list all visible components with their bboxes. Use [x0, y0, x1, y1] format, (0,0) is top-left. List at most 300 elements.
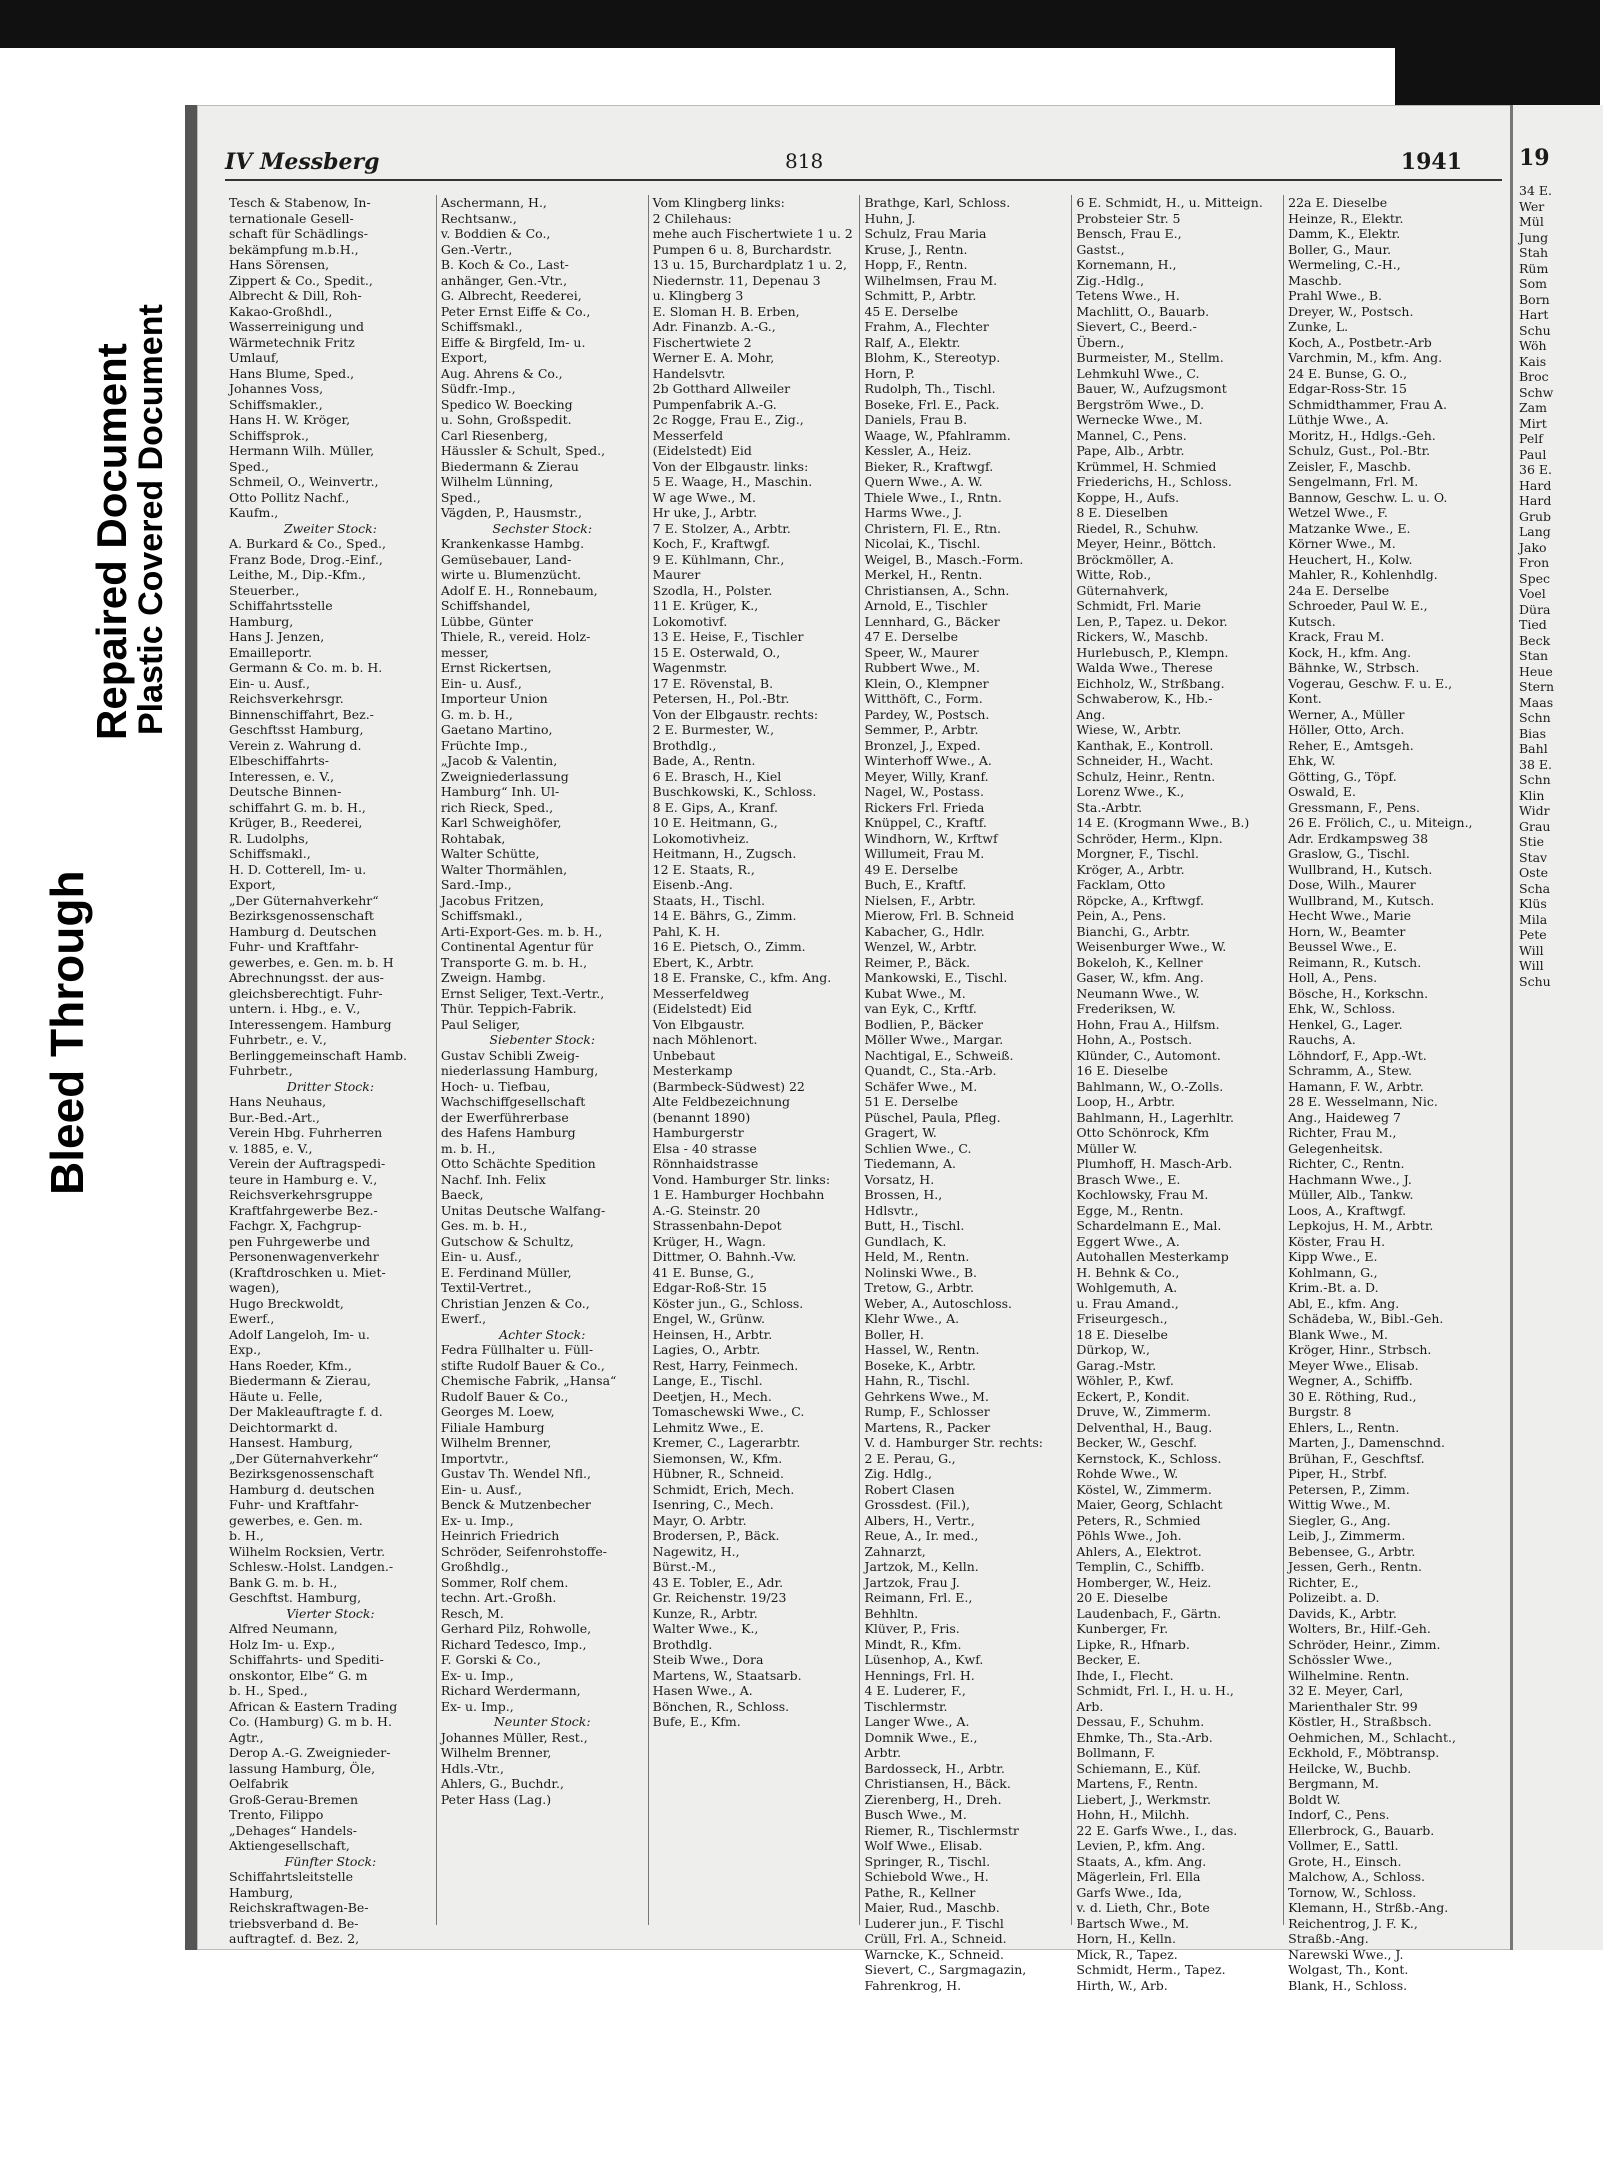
- directory-entry: Krack, Frau M.: [1288, 629, 1385, 644]
- directory-entry: Reimann, R., Kutsch.: [1288, 954, 1422, 970]
- next-page-entry: Fron: [1519, 555, 1550, 570]
- directory-entry: Robert Clasen: [864, 1481, 955, 1497]
- directory-entry: Siemonsen, W., Kfm.: [652, 1450, 783, 1466]
- directory-entry: Fedra Füllhalter u. Füll-: [440, 1342, 594, 1357]
- next-page-entry: Pete: [1519, 927, 1547, 942]
- directory-entry: Klein, O., Klempner: [864, 675, 989, 691]
- directory-entry: Schiebold Wwe., H.: [864, 1869, 989, 1884]
- directory-entry: Götting, G., Töpf.: [1288, 768, 1397, 784]
- directory-entry: Lokomotivf.: [652, 613, 728, 629]
- directory-entry: Strassenbahn-Depot: [652, 1218, 782, 1233]
- next-page-entry: Stah: [1519, 245, 1549, 260]
- directory-entry: Kunze, R., Arbtr.: [652, 1605, 758, 1621]
- directory-entry: Siebenter Stock:: [489, 1032, 596, 1047]
- directory-entry: Gehrkens Wwe., M.: [864, 1388, 989, 1404]
- directory-entry: Interessen, e. V.,: [229, 768, 335, 784]
- directory-entry: Zweiter Stock:: [283, 520, 377, 536]
- directory-entry: Hurlebusch, P., Klempn.: [1076, 644, 1229, 660]
- directory-entry: Pumpen 6 u. 8, Burchardstr.: [652, 241, 832, 257]
- directory-entry: Wullbrand, M., Kutsch.: [1288, 892, 1435, 908]
- directory-entry: Martens, W., Staatsarb.: [652, 1667, 802, 1683]
- directory-entry: Rechtsanw.,: [440, 210, 517, 226]
- directory-entry: Nicolai, K., Tischl.: [864, 536, 981, 551]
- directory-entry: Schmidt, Frl. I., H. u. H.,: [1076, 1683, 1234, 1698]
- directory-entry: Ehmke, Th., Sta.-Arb.: [1076, 1729, 1213, 1745]
- directory-entry: Importvtr.,: [440, 1450, 509, 1466]
- directory-entry: Kont.: [1288, 691, 1322, 706]
- directory-entry: Bähnke, W., Strbsch.: [1288, 660, 1420, 675]
- directory-entry: Leib, J., Zimmerm.: [1288, 1528, 1406, 1543]
- directory-entry: Jessen, Gerh., Rentn.: [1288, 1559, 1423, 1574]
- directory-entry: 12 E. Staats, R.,: [652, 861, 755, 877]
- directory-entry: Prahl Wwe., B.: [1288, 288, 1383, 303]
- directory-entry: Kremer, C., Lagerarbtr.: [652, 1435, 801, 1450]
- directory-entry: Köster, Frau H.: [1288, 1233, 1386, 1249]
- directory-entry: Zweigniederlassung: [440, 768, 569, 784]
- directory-entry: Verein Hbg. Fuhrherren: [229, 1125, 383, 1140]
- directory-entry: F. Gorski & Co.,: [440, 1652, 541, 1667]
- plastic-covered-label: Plastic Covered Document: [132, 304, 170, 735]
- next-page-entry: Maas: [1519, 694, 1554, 710]
- directory-entry: Templin, C., Schiffb.: [1076, 1559, 1205, 1574]
- directory-entry: Bank G. m. b. H.,: [229, 1574, 338, 1590]
- directory-entry: 4 E. Luderer, F.,: [864, 1683, 966, 1698]
- directory-entry: Horn, W., Beamter: [1288, 923, 1406, 939]
- directory-entry: Friseurgesch.,: [1076, 1311, 1168, 1326]
- directory-entry: Mindt, R., Kfm.: [864, 1636, 962, 1652]
- directory-entry: Daniels, Frau B.: [864, 412, 968, 427]
- page-header: [225, 145, 1502, 181]
- directory-entry: Handelsvtr.: [652, 365, 726, 381]
- directory-entry: Walter Thormählen,: [440, 861, 568, 877]
- directory-entry: Morgner, F., Tischl.: [1076, 846, 1200, 861]
- directory-entry: Wittig Wwe., M.: [1288, 1497, 1391, 1512]
- directory-entry: Bahlmann, W., O.-Zolls.: [1076, 1078, 1224, 1094]
- directory-entry: Bergström Wwe., D.: [1076, 396, 1205, 412]
- directory-entry: Ralf, A., Elektr.: [864, 334, 961, 350]
- directory-entry: Luderer jun., F. Tischl: [864, 1915, 1004, 1931]
- directory-entry: Schössler Wwe.,: [1288, 1652, 1393, 1667]
- directory-entry: Schlien Wwe., C.: [864, 1140, 972, 1156]
- directory-entry: Derop A.-G. Zweignieder-: [229, 1745, 391, 1760]
- directory-entry: Langer Wwe., A.: [864, 1714, 970, 1729]
- directory-entry: Weisenburger Wwe., W.: [1076, 939, 1227, 954]
- directory-entry: Georges M. Loew,: [440, 1404, 555, 1419]
- next-page-entry: Heue: [1519, 663, 1553, 679]
- directory-entry: Richter, E.,: [1288, 1574, 1359, 1590]
- directory-entry: Mierow, Frl. B. Schneid: [864, 908, 1015, 923]
- directory-entry: Hachmann Wwe., J.: [1288, 1171, 1412, 1187]
- directory-entry: Hohn, A., Postsch.: [1076, 1032, 1193, 1047]
- directory-entry: u. Sohn, Großspedit.: [440, 412, 572, 427]
- directory-entry: E. Ferdinand Müller,: [440, 1264, 572, 1280]
- next-page-entry: Born: [1519, 291, 1550, 307]
- directory-entry: Brasch Wwe., E.: [1076, 1171, 1181, 1187]
- directory-entry: Windhorn, W., Krftwf: [864, 830, 998, 846]
- directory-entry: 24 E. Bunse, G. O.,: [1288, 365, 1408, 381]
- directory-entry: Wilhelmine. Rentn.: [1288, 1667, 1410, 1683]
- directory-entry: Schmidt, Frl. Marie: [1076, 598, 1201, 613]
- directory-entry: Martens, F., Rentn.: [1076, 1776, 1198, 1791]
- directory-entry: Facklam, Otto: [1076, 877, 1166, 892]
- directory-entry: Ex- u. Imp.,: [440, 1667, 514, 1683]
- directory-entry: Häute u. Felle,: [229, 1388, 323, 1404]
- directory-entry: Mägerlein, Frl. Ella: [1076, 1869, 1201, 1884]
- directory-entry: Schiffsmakl.,: [229, 846, 311, 861]
- directory-entry: Bokeloh, K., Kellner: [1076, 954, 1203, 970]
- directory-entry: Schmidt, Herm., Tapez.: [1076, 1962, 1226, 1977]
- directory-entry: Südfr.-Imp.,: [440, 381, 516, 396]
- directory-entry: Interessengem. Hamburg: [229, 1016, 392, 1032]
- directory-entry: Schmeil, O., Weinvertr.,: [229, 474, 379, 489]
- directory-entry: Export,: [440, 350, 488, 365]
- directory-entry: Schröder, Seifenrohstoffe-: [440, 1543, 607, 1559]
- directory-entry: Kutsch.: [1288, 613, 1336, 629]
- directory-entry: (Eidelstedt) Eid: [652, 1001, 752, 1016]
- directory-entry: Otto Schönrock, Kfm: [1076, 1125, 1210, 1140]
- directory-entry: Wegner, A., Schiffb.: [1288, 1373, 1413, 1388]
- directory-entry: Pahl, K. H.: [652, 923, 721, 939]
- directory-entry: Garag.-Mstr.: [1076, 1357, 1157, 1373]
- directory-entry: Aktiengesellschaft,: [229, 1838, 350, 1853]
- directory-entry: Rump, F., Schlosser: [864, 1404, 990, 1419]
- directory-entry: Otto Pollitz Nachf.,: [229, 489, 350, 505]
- next-page-entry: Widr: [1519, 803, 1550, 818]
- directory-entry: 6 E. Brasch, H., Kiel: [652, 768, 782, 784]
- directory-entry: Fuhr- und Kraftfahr-: [229, 1497, 359, 1512]
- next-page-entry: Kais: [1519, 353, 1547, 369]
- directory-entry: Wilhelm Lünning,: [440, 474, 554, 489]
- directory-entry: Hirth, W., Arb.: [1076, 1977, 1168, 1993]
- directory-entry: Schmidthammer, Frau A.: [1288, 396, 1447, 412]
- directory-entry: Häussler & Schult, Sped.,: [440, 443, 606, 458]
- directory-entry: Bade, A., Rentn.: [652, 753, 756, 768]
- directory-entry: Eisenb.-Ang.: [652, 877, 733, 892]
- directory-entry: Eichholz, W., Strßbang.: [1076, 675, 1225, 691]
- directory-entry: Brossen, H.,: [864, 1187, 943, 1202]
- directory-entry: Trento, Filippo: [229, 1807, 324, 1822]
- directory-entry: 18 E. Franske, C., kfm. Ang.: [652, 970, 832, 985]
- directory-entry: Mick, R., Tapez.: [1076, 1946, 1178, 1962]
- directory-entry: 5 E. Waage, H., Maschin.: [652, 474, 813, 489]
- directory-entry: 24a E. Derselbe: [1288, 582, 1390, 598]
- directory-entry: Nachtigal, E., Schweiß.: [864, 1047, 1014, 1063]
- column-3: [649, 195, 861, 1925]
- directory-entry: m. b. H.,: [440, 1140, 496, 1156]
- directory-entry: Blank Wwe., M.: [1288, 1326, 1389, 1342]
- directory-entry: Hermann Wilh. Müller,: [229, 443, 375, 458]
- directory-entry: Gaetano Martino,: [440, 722, 553, 737]
- next-page-entry: Stie: [1519, 834, 1544, 849]
- page-number: 818: [785, 149, 824, 173]
- directory-entry: Druve, W., Zimmerm.: [1076, 1404, 1211, 1419]
- directory-entry: Nolinski Wwe., B.: [864, 1264, 977, 1280]
- directory-entry: Johannes Müller, Rest.,: [440, 1729, 588, 1745]
- directory-entry: Knüppel, C., Kraftf.: [864, 815, 987, 830]
- directory-entry: Kruse, J., Rentn.: [864, 241, 968, 257]
- directory-entry: Deetjen, H., Mech.: [652, 1388, 772, 1404]
- directory-entry: 15 E. Osterwald, O.,: [652, 644, 781, 660]
- directory-entry: Huhn, J.: [864, 210, 916, 226]
- directory-entry: Rohde Wwe., W.: [1076, 1466, 1179, 1481]
- directory-entry: Güternahverk,: [1076, 582, 1169, 598]
- directory-entry: Abrechnungsst. der aus-: [229, 970, 384, 985]
- directory-entry: Pape, Alb., Arbtr.: [1076, 443, 1185, 458]
- directory-entry: Reichentrog, J. F. K.,: [1288, 1915, 1418, 1931]
- directory-entry: Witte, Rob.,: [1076, 567, 1152, 582]
- directory-entry: Henkel, G., Lager.: [1288, 1016, 1403, 1032]
- directory-entry: Edgar-Ross-Str. 15: [1288, 381, 1407, 396]
- directory-entry: Co. (Hamburg) G. m b. H.: [229, 1714, 392, 1729]
- next-page-entry: Wöh: [1519, 338, 1547, 353]
- directory-entry: 14 E. Bährs, G., Zimm.: [652, 908, 797, 923]
- directory-entry: Hdls.-Vtr.,: [440, 1760, 505, 1776]
- directory-entry: onskontor, Elbe“ G. m: [229, 1667, 368, 1683]
- directory-entry: 2 Chilehaus:: [652, 210, 732, 226]
- directory-entry: Wohlgemuth, A.: [1076, 1280, 1178, 1295]
- directory-entry: Meyer Wwe., Elisab.: [1288, 1357, 1419, 1373]
- directory-entry: Kochlowsky, Frau M.: [1076, 1187, 1209, 1202]
- next-page-entry: Voel: [1519, 586, 1546, 601]
- directory-entry: Sped.,: [229, 458, 269, 474]
- directory-entry: Resch, M.: [440, 1605, 504, 1621]
- directory-entry: Vogerau, Geschw. F. u. E.,: [1288, 675, 1453, 691]
- directory-entry: 18 E. Dieselbe: [1076, 1326, 1168, 1342]
- directory-entry: Beussel Wwe., E.: [1288, 939, 1397, 954]
- directory-entry: Gustav Schibli Zweig-: [440, 1047, 580, 1063]
- directory-entry: Springer, R., Tischl.: [864, 1853, 991, 1869]
- directory-entry: pen Fuhrgewerbe und: [229, 1233, 371, 1249]
- directory-entry: messer,: [440, 644, 489, 660]
- directory-entry: Wilhelm Brenner,: [440, 1745, 552, 1760]
- directory-entry: Schröder, Heinr., Zimm.: [1288, 1636, 1441, 1652]
- directory-entry: Riedel, R., Schuhw.: [1076, 520, 1199, 536]
- directory-entry: 30 E. Röthing, Rud.,: [1288, 1388, 1417, 1404]
- directory-entry: Dose, Wilh., Maurer: [1288, 877, 1416, 892]
- directory-entry: Messerfeld: [652, 427, 724, 443]
- directory-entry: Vägden, P., Hausmstr.,: [440, 505, 583, 520]
- directory-entry: Petersen, P., Zimm.: [1288, 1481, 1410, 1497]
- directory-entry: Gutschow & Schultz,: [440, 1233, 574, 1249]
- directory-entry: Früchte Imp.,: [440, 737, 528, 753]
- next-page-entry: Tied: [1519, 617, 1547, 632]
- next-page-entry: Spec: [1519, 570, 1550, 586]
- directory-entry: Tesch & Stabenow, In-: [229, 195, 371, 210]
- directory-entry: Rickers, W., Maschb.: [1076, 629, 1209, 644]
- directory-entry: Otto Schächte Spedition: [440, 1156, 596, 1171]
- directory-entry: Burgstr. 8: [1288, 1404, 1352, 1419]
- directory-entry: gleichsberechtigt. Fuhr-: [229, 985, 383, 1001]
- directory-entry: Harms Wwe., J.: [864, 505, 962, 520]
- directory-entry: Mayr, O. Arbtr.: [652, 1512, 747, 1528]
- directory-entry: Semmer, P., Arbtr.: [864, 722, 979, 737]
- directory-entry: Schiffahrts- und Spediti-: [229, 1652, 384, 1667]
- directory-entry: Piper, H., Strbf.: [1288, 1466, 1388, 1481]
- directory-entry: Kanthak, E., Kontroll.: [1076, 737, 1214, 753]
- directory-entry: Grossdest. (Fil.),: [864, 1497, 970, 1512]
- directory-entry: Schiffahrtsleitstelle: [229, 1869, 354, 1884]
- next-page-entry: Grub: [1519, 508, 1552, 524]
- directory-entry: Zeisler, F., Maschb.: [1288, 458, 1411, 474]
- directory-entry: Blank, H., Schloss.: [1288, 1977, 1408, 1993]
- directory-entry: Bröckmöller, A.: [1076, 551, 1174, 567]
- directory-entry: Müller W.: [1076, 1140, 1138, 1156]
- directory-entry: Emailleportr.: [229, 644, 312, 660]
- directory-entry: Jacobus Fritzen,: [440, 892, 544, 908]
- directory-entry: Hansest. Hamburg,: [229, 1435, 353, 1450]
- directory-entry: Winterhoff Wwe., A.: [864, 753, 992, 768]
- next-page-entry: Schw: [1519, 384, 1554, 400]
- directory-entry: Geschftst. Hamburg,: [229, 1590, 362, 1605]
- directory-entry: Lehmitz Wwe., E.: [652, 1419, 764, 1435]
- directory-entry: Brathge, Karl, Schloss.: [864, 195, 1011, 210]
- directory-entry: Krüger, H., Wagn.: [652, 1233, 767, 1249]
- directory-entry: Hamburg,: [229, 1884, 294, 1900]
- directory-entry: Engel, W., Grünw.: [652, 1311, 766, 1326]
- directory-entry: Schardelmann E., Mal.: [1076, 1218, 1222, 1233]
- directory-entry: Lagies, O., Arbtr.: [652, 1342, 761, 1357]
- directory-entry: 10 E. Heitmann, G.,: [652, 815, 778, 830]
- directory-entry: Grote, H., Einsch.: [1288, 1853, 1402, 1869]
- directory-entry: Hans Sörensen,: [229, 257, 330, 272]
- directory-entry: Weber, A., Autoschloss.: [864, 1295, 1013, 1311]
- directory-entry: Krankenkasse Hambg.: [440, 536, 585, 551]
- directory-entry: Zweign. Hambg.: [440, 970, 546, 985]
- directory-entry: v. 1885, e. V.,: [229, 1140, 313, 1156]
- directory-entry: Martens, R., Packer: [864, 1419, 991, 1435]
- directory-entry: Achter Stock:: [499, 1326, 586, 1342]
- next-page-lines: [1513, 183, 1603, 989]
- directory-entry: Arbtr.: [864, 1745, 902, 1760]
- directory-entry: Schlesw.-Holst. Landgen.-: [229, 1559, 394, 1574]
- directory-entry: Isenring, C., Mech.: [652, 1497, 774, 1512]
- directory-entry: Brodersen, P., Bäck.: [652, 1528, 780, 1543]
- directory-entry: schiffahrt G. m. b. H.,: [229, 799, 366, 815]
- directory-entry: Kröger, A., Arbtr.: [1076, 861, 1185, 877]
- directory-entry: Holl, A., Pens.: [1288, 970, 1378, 985]
- next-page-entry: Jung: [1519, 229, 1549, 245]
- directory-entry: African & Eastern Trading: [229, 1698, 398, 1714]
- directory-entry: Wiese, W., Arbtr.: [1076, 722, 1182, 737]
- directory-entry: Rest, Harry, Feinmech.: [652, 1357, 799, 1373]
- directory-entry: Wolgast, Th., Kont.: [1288, 1962, 1409, 1977]
- directory-entry: Matzanke Wwe., E.: [1288, 520, 1411, 536]
- directory-entry: 1 E. Hamburger Hochbahn: [652, 1187, 825, 1202]
- directory-entry: Davids, K., Arbtr.: [1288, 1605, 1397, 1621]
- directory-entry: Schiffsmakl.,: [440, 319, 523, 334]
- directory-entry: lassung Hamburg, Öle,: [229, 1760, 376, 1776]
- directory-entry: Heitmann, H., Zugsch.: [652, 846, 797, 861]
- directory-entry: Schiffsprok.,: [229, 427, 309, 443]
- next-page-entry: Mül: [1519, 214, 1544, 229]
- directory-entry: Probsteier Str. 5: [1076, 210, 1181, 226]
- directory-entry: Alte Feldbezeichnung: [652, 1094, 791, 1109]
- directory-entry: des Hafens Hamburg: [440, 1125, 576, 1140]
- directory-entry: Schroeder, Paul W. E.,: [1288, 598, 1428, 613]
- directory-entry: Verein der Auftragspedi-: [229, 1156, 386, 1171]
- directory-entry: 2 E. Perau, G.,: [864, 1450, 956, 1466]
- next-page-entry: Mirt: [1519, 415, 1547, 431]
- directory-entry: Tomaschewski Wwe., C.: [652, 1404, 805, 1419]
- directory-entry: Delventhal, H., Baug.: [1076, 1419, 1213, 1435]
- directory-entry: Bieker, R., Kraftwgf.: [864, 458, 994, 474]
- directory-entry: Ahlers, A., Elektrot.: [1076, 1543, 1202, 1559]
- directory-entry: Kubat Wwe., M.: [864, 985, 966, 1001]
- directory-entry: Von der Elbgaustr. rechts:: [652, 706, 819, 722]
- next-page-edge: [1510, 105, 1603, 1950]
- directory-entry: Groß-Gerau-Bremen: [229, 1791, 359, 1807]
- directory-entry: Bürst.-M.,: [652, 1559, 717, 1574]
- directory-entry: Becker, W., Geschf.: [1076, 1435, 1198, 1450]
- directory-entry: v. d. Lieth, Chr., Bote: [1076, 1900, 1210, 1915]
- directory-entry: Tetens Wwe., H.: [1076, 288, 1180, 303]
- directory-entry: der Ewerführerbase: [440, 1109, 569, 1125]
- directory-entry: Pöhls Wwe., Joh.: [1076, 1528, 1182, 1543]
- directory-entry: 22a E. Dieselbe: [1288, 195, 1388, 210]
- directory-entry: 16 E. Pietsch, O., Zimm.: [652, 939, 806, 954]
- directory-entry: Butt, H., Tischl.: [864, 1218, 965, 1233]
- next-page-entry: Klin: [1519, 787, 1545, 803]
- directory-entry: Schiffahrtsstelle: [229, 598, 333, 613]
- directory-entry: Fuhrbetr.,: [229, 1063, 293, 1078]
- directory-entry: Fuhrbetr., e. V.,: [229, 1032, 327, 1047]
- directory-entry: Reichskraftwagen-Be-: [229, 1900, 369, 1915]
- directory-entry: Klemann, H., Strßb.-Ang.: [1288, 1900, 1449, 1915]
- directory-entry: Pein, A., Pens.: [1076, 908, 1167, 923]
- directory-entry: 16 E. Dieselbe: [1076, 1063, 1168, 1078]
- directory-entry: teure in Hamburg e. V.,: [229, 1171, 378, 1187]
- directory-entry: Rubbert Wwe., M.: [864, 660, 980, 675]
- directory-entry: Holz Im- u. Exp.,: [229, 1636, 336, 1652]
- directory-entry: schaft für Schädlings-: [229, 226, 368, 241]
- directory-entry: Rudolph, Th., Tischl.: [864, 381, 996, 396]
- directory-entry: Gerhard Pilz, Rohwolle,: [440, 1621, 592, 1636]
- directory-entry: Heinrich Friedrich: [440, 1528, 560, 1543]
- directory-entry: Bufe, E., Kfm.: [652, 1714, 741, 1729]
- directory-entry: techn. Art.-Großh.: [440, 1590, 557, 1605]
- directory-entry: Warncke, K., Schneid.: [864, 1946, 1004, 1962]
- directory-entry: Schmitt, P., Arbtr.: [864, 288, 977, 303]
- directory-entry: Wullbrand, H., Kutsch.: [1288, 861, 1433, 877]
- next-page-entry: Jako: [1519, 539, 1547, 555]
- directory-entry: triebsverband d. Be-: [229, 1915, 359, 1931]
- directory-entry: Textil-Vertret.,: [440, 1280, 532, 1295]
- directory-entry: Übern.,: [1076, 334, 1125, 350]
- directory-entry: 49 E. Derselbe: [864, 861, 959, 877]
- directory-entry: Kröger, Hinr., Strbsch.: [1288, 1342, 1432, 1357]
- directory-entry: Der Makleauftragte f. d.: [229, 1404, 383, 1419]
- directory-entry: Walda Wwe., Therese: [1076, 660, 1213, 675]
- directory-entry: Walter Wwe., K.,: [652, 1621, 759, 1636]
- directory-entry: Werner, A., Müller: [1288, 706, 1405, 722]
- directory-entry: Ehk, W.: [1288, 753, 1336, 768]
- directory-entry: Schulz, Frau Maria: [864, 226, 987, 241]
- scanner-top-bar: [0, 0, 1600, 48]
- directory-entry: Franz Bode, Drog.-Einf.,: [229, 551, 383, 567]
- directory-entry: Abl, E., kfm. Ang.: [1288, 1295, 1400, 1311]
- directory-entry: Bauer, W., Aufzugsmont: [1076, 381, 1227, 396]
- directory-entry: Brothdlg.: [652, 1636, 713, 1652]
- directory-entry: Reimann, Frl. E.,: [864, 1590, 973, 1605]
- directory-entry: Jartzok, Frau J.: [864, 1574, 960, 1590]
- directory-entry: Sommer, Rolf chem.: [440, 1574, 569, 1590]
- directory-entry: Vollmer, E., Sattl.: [1288, 1838, 1399, 1853]
- directory-entry: Meyer, Heinr., Böttch.: [1076, 536, 1217, 551]
- directory-entry: Vierter Stock:: [286, 1605, 375, 1621]
- directory-entry: Peter Hass (Lag.): [440, 1791, 552, 1807]
- directory-entry: Rönnhaidstrasse: [652, 1156, 759, 1171]
- directory-entry: Ernst Seliger, Text.-Vertr.,: [440, 985, 605, 1001]
